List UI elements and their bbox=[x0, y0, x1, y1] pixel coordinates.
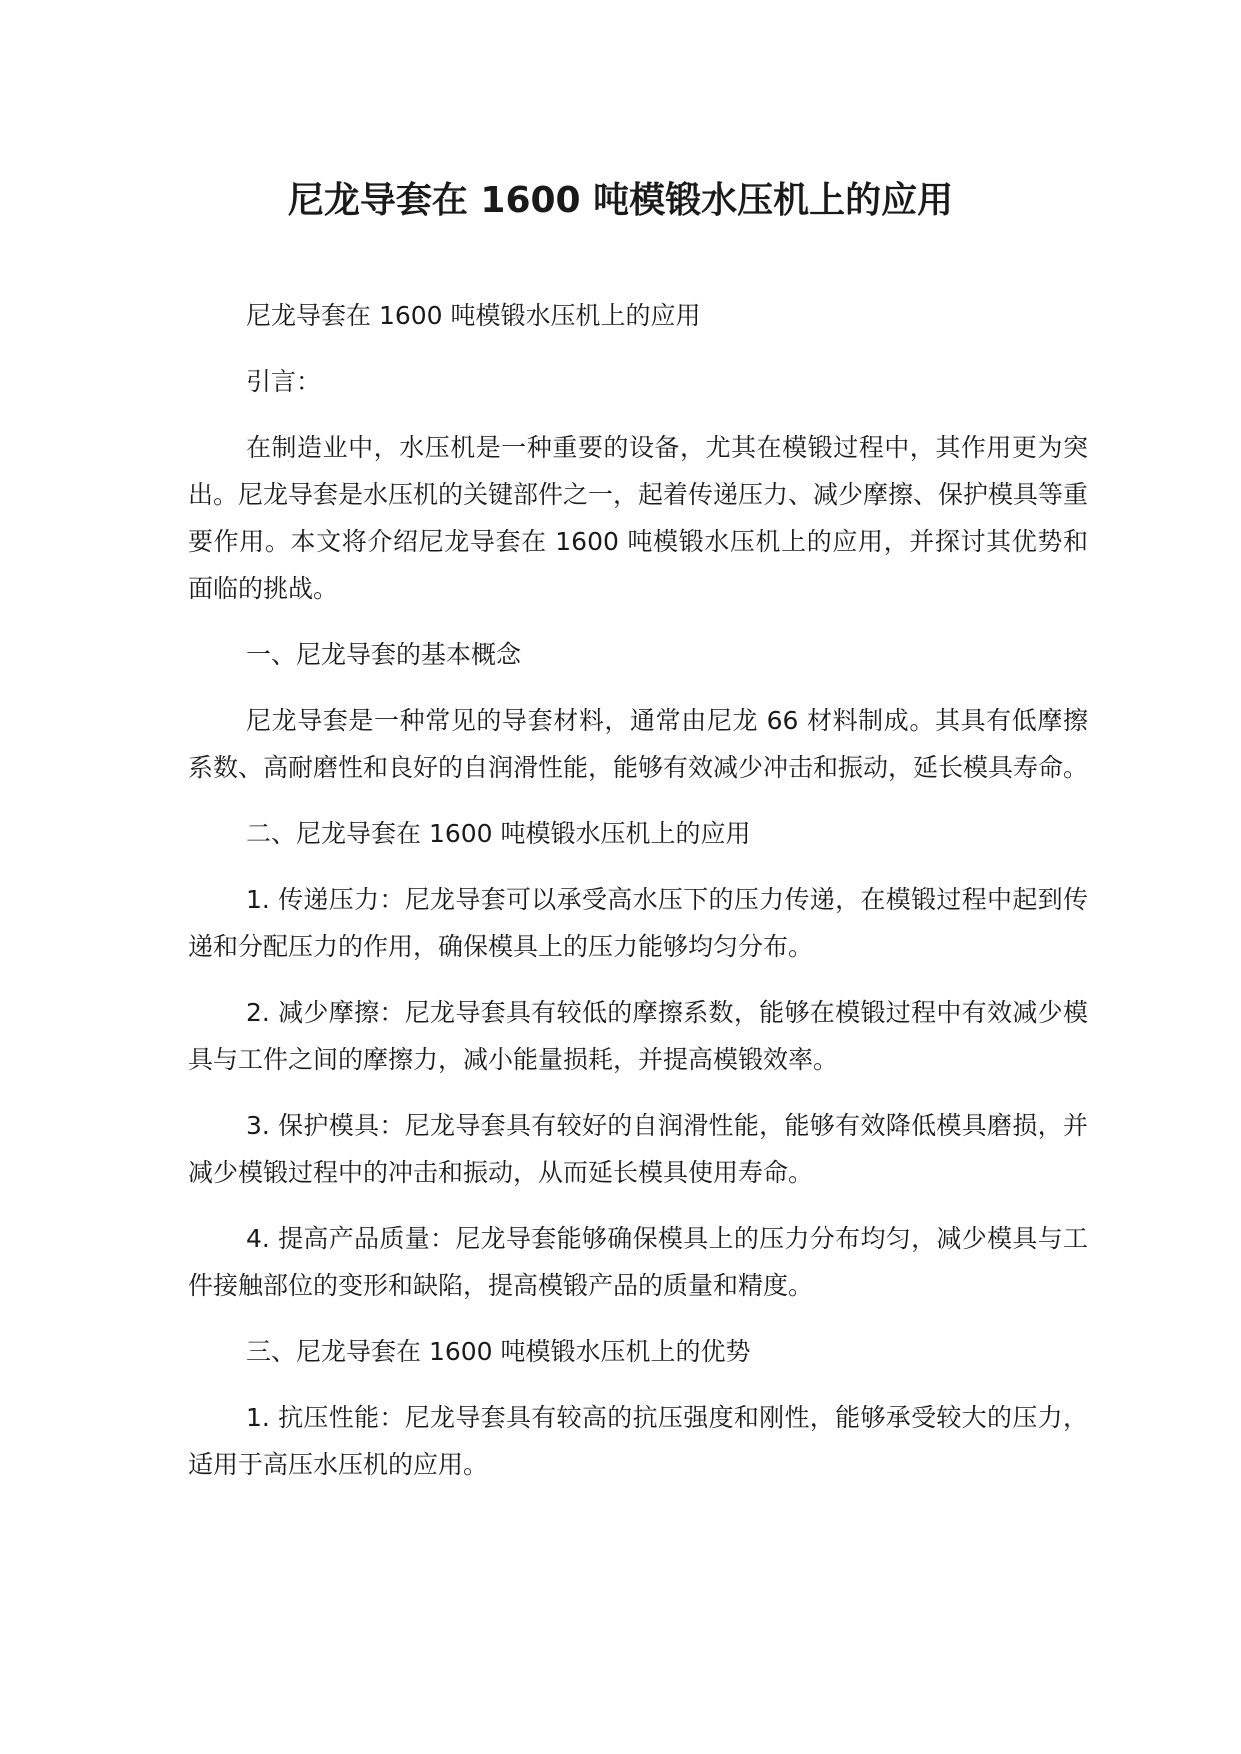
list-item-pressure: 1. 传递压力：尼龙导套可以承受高水压下的压力传递，在模锻过程中起到传递和分配压力的作用，确保模具上的压力能够均匀分布。 bbox=[188, 885, 1088, 961]
section-heading-1: 一、尼龙导套的基本概念 bbox=[246, 640, 522, 669]
document-body bbox=[188, 292, 1088, 1507]
document-title: 尼龙导套在 1600 吨模锻水压机上的应用 bbox=[287, 180, 954, 221]
list-item-quality: 4. 提高产品质量：尼龙导套能够确保模具上的压力分布均匀，减少模具与工件接触部位的变形和缺陷，提高模锻产品的质量和精度。 bbox=[188, 1224, 1088, 1300]
paragraph-intro-heading: 引言： bbox=[246, 367, 322, 396]
paragraph-subtitle: 尼龙导套在 1600 吨模锻水压机上的应用 bbox=[246, 301, 701, 330]
list-item-protect-mold: 3. 保护模具：尼龙导套具有较好的自润滑性能，能够有效降低模具磨损，并减少模锻过程中的冲击和振动，从而延长模具使用寿命。 bbox=[188, 1111, 1088, 1187]
list-item-friction: 2. 减少摩擦：尼龙导套具有较低的摩擦系数，能够在模锻过程中有效减少模具与工件之间的摩擦力，减小能量损耗，并提高模锻效率。 bbox=[188, 998, 1088, 1074]
section-heading-3: 三、尼龙导套在 1600 吨模锻水压机上的优势 bbox=[246, 1337, 751, 1366]
paragraph-intro: 在制造业中，水压机是一种重要的设备，尤其在模锻过程中，其作用更为突出。尼龙导套是水压机的关键部件之一，起着传递压力、减少摩擦、保护模具等重要作用。本文将介绍尼龙导套在 1600 吨模锻水压机上的应用，并探讨其优势和面临的挑战。 bbox=[188, 433, 1089, 603]
section-heading-2: 二、尼龙导套在 1600 吨模锻水压机上的应用 bbox=[246, 819, 751, 848]
list-item-compression: 1. 抗压性能：尼龙导套具有较高的抗压强度和刚性，能够承受较大的压力，适用于高压水压机的应用。 bbox=[188, 1403, 1088, 1479]
paragraph-concept: 尼龙导套是一种常见的导套材料，通常由尼龙 66 材料制成。其具有低摩擦系数、高耐磨性和良好的自润滑性能，能够有效减少冲击和振动，延长模具寿命。 bbox=[188, 706, 1089, 782]
